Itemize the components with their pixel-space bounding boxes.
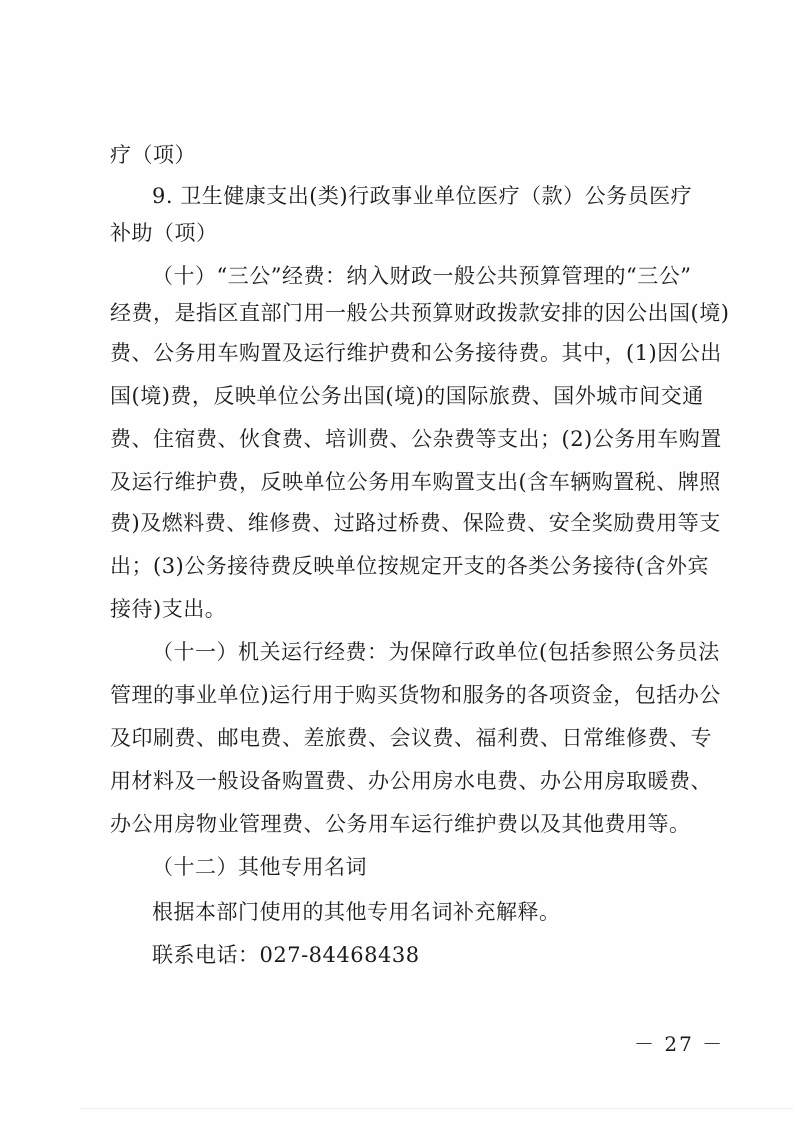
text-line: 及印刷费、邮电费、差旅费、会议费、福利费、日常维修费、专 xyxy=(110,726,712,750)
text-line: 接待)支出。 xyxy=(110,597,227,621)
text-line: 费)及燃料费、维修费、过路过桥费、保险费、安全奖励费用等支 xyxy=(110,511,721,535)
text-line: 出；(3)公务接待费反映单位按规定开支的各类公务接待(含外宾 xyxy=(110,554,709,578)
page-number: － 27 － xyxy=(634,1032,725,1056)
text-line: 费、公务用车购置及运行维护费和公务接待费。其中，(1)因公出 xyxy=(110,341,722,365)
text-line: 用材料及一般设备购置费、办公用房水电费、办公用房取暖费、 xyxy=(110,769,712,793)
text-line: 办公用房物业管理费、公务用车运行维护费以及其他费用等。 xyxy=(110,812,691,836)
text-line: 疗（项） xyxy=(110,143,196,167)
text-line: 及运行维护费，反映单位公务用车购置支出(含车辆购置税、牌照 xyxy=(110,470,721,494)
section-heading-ten: （十）“三公”经费：纳入财政一般公共预算管理的“三公” xyxy=(152,264,692,288)
section-heading-twelve: （十二）其他专用名词 xyxy=(152,855,367,879)
scan-edge-divider xyxy=(80,1108,793,1109)
text-line: 经费，是指区直部门用一般公共预算财政拨款安排的因公出国(境) xyxy=(110,301,730,325)
text-line: 管理的事业单位)运行用于购买货物和服务的各项资金，包括办公 xyxy=(110,683,721,707)
text-line: 补助（项） xyxy=(110,221,218,245)
contact-phone: 联系电话：027-84468438 xyxy=(152,943,420,967)
text-line: 国(境)费，反映单位公务出国(境)的国际旅费、国外城市间交通 xyxy=(110,384,704,408)
text-line: 费、住宿费、伙食费、培训费、公杂费等支出；(2)公务用车购置 xyxy=(110,427,722,451)
text-line: 9. 卫生健康支出(类)行政事业单位医疗（款）公务员医疗 xyxy=(152,184,693,208)
section-heading-eleven: （十一）机关运行经费：为保障行政单位(包括参照公务员法 xyxy=(152,640,720,664)
text-line: 根据本部门使用的其他专用名词补充解释。 xyxy=(152,900,561,924)
